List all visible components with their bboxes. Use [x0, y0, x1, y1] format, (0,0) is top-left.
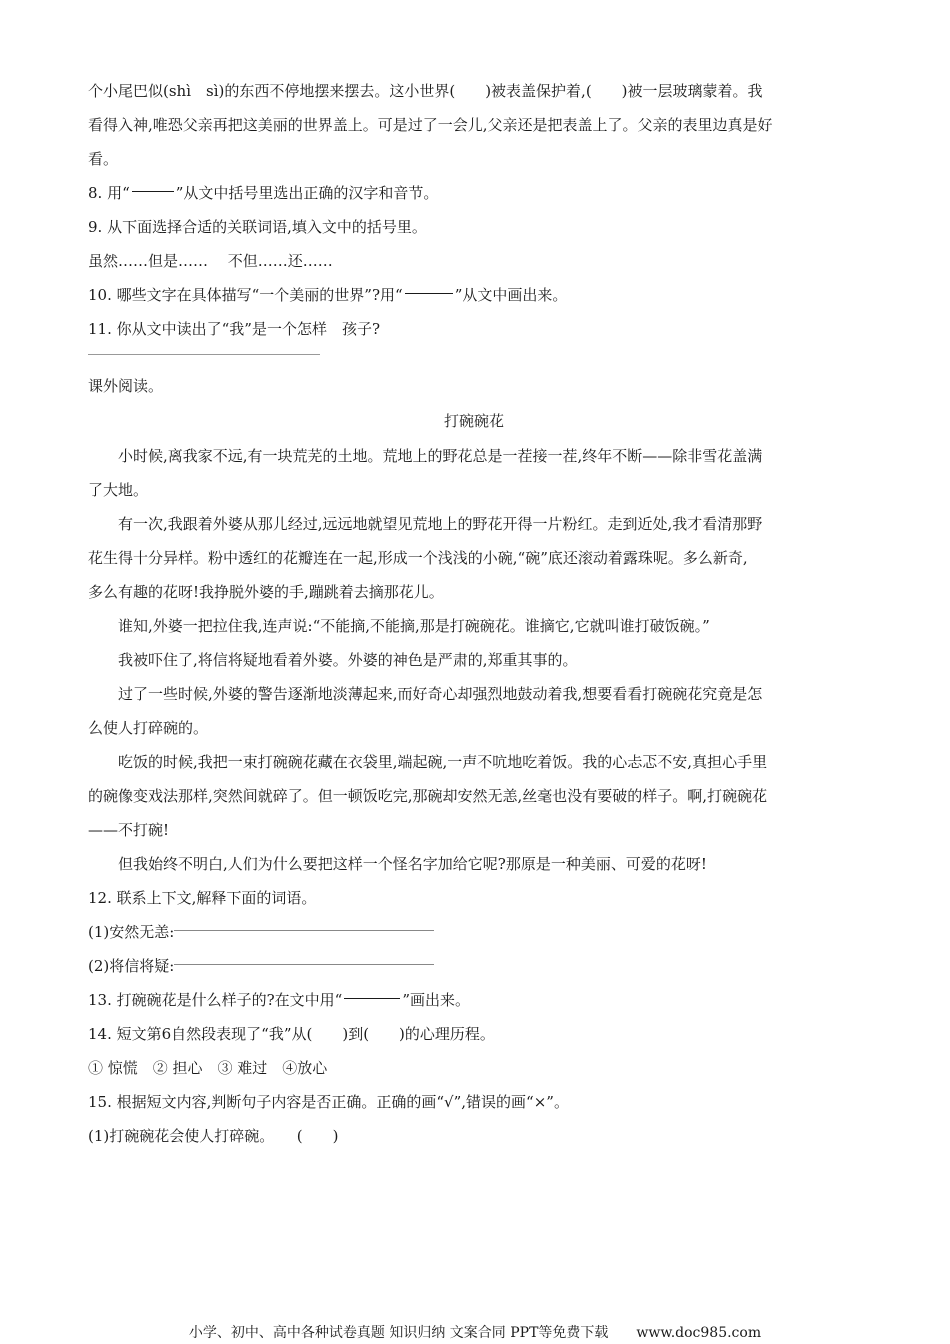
- question-11: 11. 你从文中读出了“我”是一个怎样 孩子?: [88, 320, 381, 338]
- article-line: 我被吓住了,将信将疑地看着外婆。外婆的神色是严肃的,郑重其事的。: [118, 651, 578, 669]
- answer-line[interactable]: [174, 920, 434, 931]
- worksheet-page: [88, 74, 860, 1153]
- question-13: 13. 打碗碗花是什么样子的?在文中用“ ”画出来。: [88, 983, 860, 1017]
- underline-mark: [405, 283, 453, 294]
- question-12-1: (1)安然无恙:: [88, 915, 860, 949]
- answer-divider: [88, 354, 320, 355]
- question-15: 15. 根据短文内容,判断句子内容是否正确。正确的画“√”,错误的画“×”。: [88, 1093, 569, 1111]
- answer-line[interactable]: [174, 954, 434, 965]
- article-line: ——不打碗!: [88, 821, 170, 839]
- question-8: 8. 用“ ”从文中括号里选出正确的汉字和音节。: [88, 176, 860, 210]
- article-line: 么使人打碎碗的。: [88, 719, 209, 737]
- question-15-1: (1)打碗碗花会使人打碎碗。 ( ): [88, 1127, 339, 1145]
- article-line: 吃饭的时候,我把一束打碗碗花藏在衣袋里,端起碗,一声不吭地吃着饭。我的心忐忑不安,真担心手里: [118, 753, 768, 771]
- article-line: 过了一些时候,外婆的警告逐渐地淡薄起来,而好奇心却强烈地鼓动着我,想要看看打碗碗花究竟是怎: [118, 685, 763, 703]
- underline-mark: [132, 181, 174, 192]
- question-9: 9. 从下面选择合适的关联词语,填入文中的括号里。: [88, 218, 427, 236]
- question-10: 10. 哪些文字在具体描写“一个美丽的世界”?用“ ”从文中画出来。: [88, 278, 860, 312]
- article-line: 多么有趣的花呀!我挣脱外婆的手,蹦跳着去摘那花儿。: [88, 583, 444, 601]
- article-line: 谁知,外婆一把拉住我,连声说:“不能摘,不能摘,那是打碗碗花。谁摘它,它就叫谁打破饭碗。”: [118, 617, 710, 635]
- emotion-options: ① 惊慌 ② 担心 ③ 难过 ④放心: [88, 1059, 328, 1077]
- article-line: 花生得十分异样。粉中透红的花瓣连在一起,形成一个浅浅的小碗,“碗”底还滚动着露珠呢。多么新奇,: [88, 549, 748, 567]
- article-line: 小时候,离我家不远,有一块荒芜的土地。荒地上的野花总是一茬接一茬,终年不断——除非雪花盖满: [118, 447, 763, 465]
- article-line: 但我始终不明白,人们为什么要把这样一个怪名字加给它呢?那原是一种美丽、可爱的花呀!: [118, 855, 707, 873]
- article-line: 的碗像变戏法那样,突然间就碎了。但一顿饭吃完,那碗却安然无恙,丝毫也没有要破的样子。啊,打碗碗花: [88, 787, 768, 805]
- underline-mark: [344, 988, 400, 999]
- question-12-2: (2)将信将疑:: [88, 949, 860, 983]
- question-14: 14. 短文第6自然段表现了“我”从( )到( )的心理历程。: [88, 1025, 495, 1043]
- article-body: [88, 439, 860, 881]
- passage-line: 看得入神,唯恐父亲再把这美丽的世界盖上。可是过了一会儿,父亲还是把表盖上了。父亲的表里边真是好: [88, 116, 773, 134]
- footer-ad-text: 小学、初中、高中各种试卷真题 知识归纳 文案合同 PPT等免费下载 www.doc985.com: [188, 1325, 762, 1341]
- question-12: 12. 联系上下文,解释下面的词语。: [88, 889, 317, 907]
- passage-continuation: [88, 74, 860, 176]
- article-title: 打碗碗花: [443, 412, 504, 430]
- article-line: 了大地。: [88, 481, 149, 499]
- passage-line: 个小尾巴似(shì sì)的东西不停地摆来摆去。这小世界( )被表盖保护着,( )被一层玻璃蒙着。我: [88, 82, 763, 100]
- article-line: 有一次,我跟着外婆从那儿经过,远远地就望见荒地上的野花开得一片粉红。走到近处,我才看清那野: [118, 515, 763, 533]
- section-heading: 课外阅读。: [88, 377, 164, 395]
- passage-line: 看。: [88, 150, 119, 168]
- conjunction-options: 虽然……但是…… 不但……还……: [88, 252, 333, 270]
